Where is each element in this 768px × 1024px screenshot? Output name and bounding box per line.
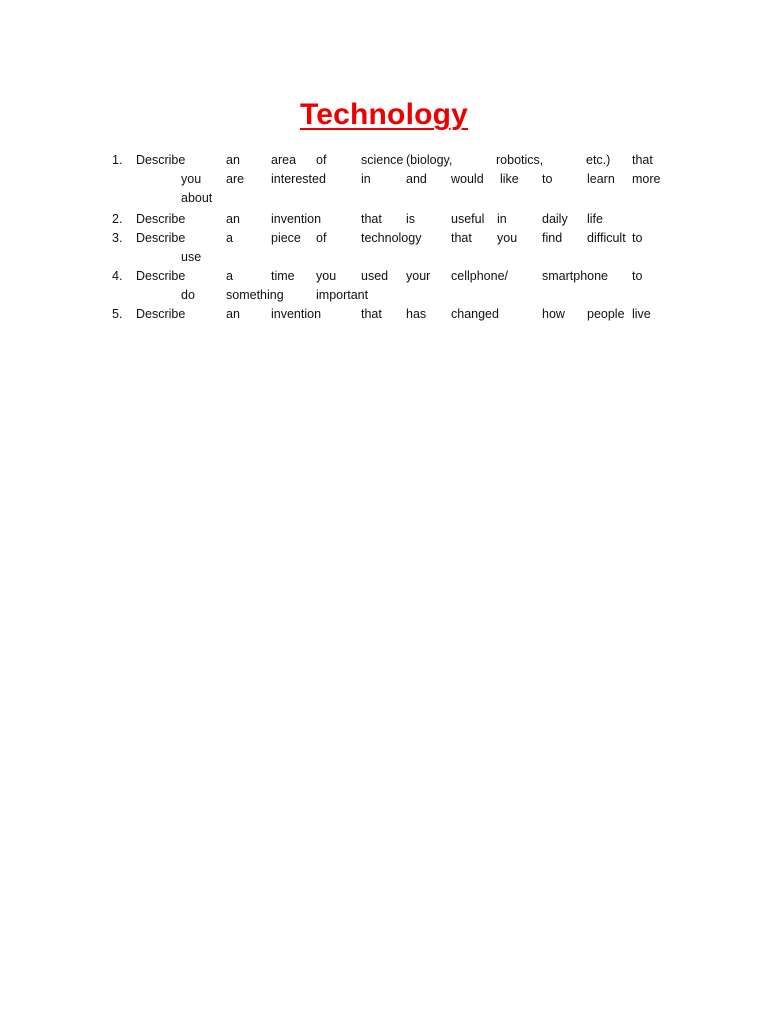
question-word: changed	[451, 307, 499, 321]
question-line	[0, 286, 768, 305]
question-word: that	[451, 231, 472, 245]
question-word: science	[361, 153, 404, 167]
question-line	[0, 189, 768, 208]
question-word: piece	[271, 231, 301, 245]
question-word: an	[226, 307, 240, 321]
question-word: (biology,	[406, 153, 453, 167]
document-title: Technology	[299, 98, 469, 131]
question-word: of	[316, 231, 327, 245]
question-word: do	[181, 288, 195, 302]
question-word: etc.)	[586, 153, 611, 167]
list-number: 2.	[112, 212, 123, 226]
question-word: has	[406, 307, 427, 321]
question-word: how	[542, 307, 565, 321]
question-word: Describe	[136, 212, 186, 226]
question-word: use	[181, 250, 202, 264]
question-word: about	[181, 191, 213, 205]
question-word: robotics,	[496, 153, 544, 167]
question-word: find	[542, 231, 563, 245]
question-word: difficult	[587, 231, 626, 245]
question-word: is	[406, 212, 416, 226]
question-line	[0, 210, 768, 229]
list-number: 4.	[112, 269, 123, 283]
question-word: that	[361, 307, 382, 321]
question-word: that	[361, 212, 382, 226]
question-word: of	[316, 153, 327, 167]
question-word: you	[497, 231, 518, 245]
question-word: smartphone	[542, 269, 609, 283]
question-word: you	[316, 269, 337, 283]
question-word: a	[226, 231, 233, 245]
question-line	[0, 151, 768, 170]
question-line	[0, 267, 768, 286]
question-word: you	[181, 172, 202, 186]
question-word: used	[361, 269, 389, 283]
list-number: 5.	[112, 307, 123, 321]
question-word: live	[632, 307, 651, 321]
question-item-3	[0, 229, 768, 267]
question-word: useful	[451, 212, 485, 226]
question-word: that	[632, 153, 653, 167]
question-word: daily	[542, 212, 568, 226]
question-word: to	[632, 269, 643, 283]
question-word: learn	[587, 172, 615, 186]
question-word: would	[451, 172, 484, 186]
question-word: invention	[271, 307, 322, 321]
question-word: interested	[271, 172, 326, 186]
question-word: people	[587, 307, 625, 321]
question-item-1	[0, 151, 768, 208]
question-word: in	[497, 212, 507, 226]
list-number: 3.	[112, 231, 123, 245]
question-word: and	[406, 172, 427, 186]
question-word: something	[226, 288, 284, 302]
question-word: more	[632, 172, 661, 186]
question-word: Describe	[136, 269, 186, 283]
question-word: to	[542, 172, 553, 186]
question-word: an	[226, 212, 240, 226]
question-word: in	[361, 172, 371, 186]
question-item-5	[0, 305, 768, 324]
question-word: technology	[361, 231, 422, 245]
question-word: Describe	[136, 153, 186, 167]
list-number: 1.	[112, 153, 123, 167]
question-word: a	[226, 269, 233, 283]
question-line	[0, 229, 768, 248]
question-line	[0, 170, 768, 189]
question-word: an	[226, 153, 240, 167]
question-word: to	[632, 231, 643, 245]
question-line	[0, 305, 768, 324]
question-word: important	[316, 288, 369, 302]
question-word: cellphone/	[451, 269, 508, 283]
question-word: time	[271, 269, 295, 283]
question-word: area	[271, 153, 297, 167]
question-line	[0, 248, 768, 267]
question-word: invention	[271, 212, 322, 226]
question-word: Describe	[136, 231, 186, 245]
question-item-4	[0, 267, 768, 305]
question-word: Describe	[136, 307, 186, 321]
question-item-2	[0, 210, 768, 229]
question-word: are	[226, 172, 245, 186]
question-word: like	[500, 172, 519, 186]
question-word: life	[587, 212, 603, 226]
question-word: your	[406, 269, 431, 283]
